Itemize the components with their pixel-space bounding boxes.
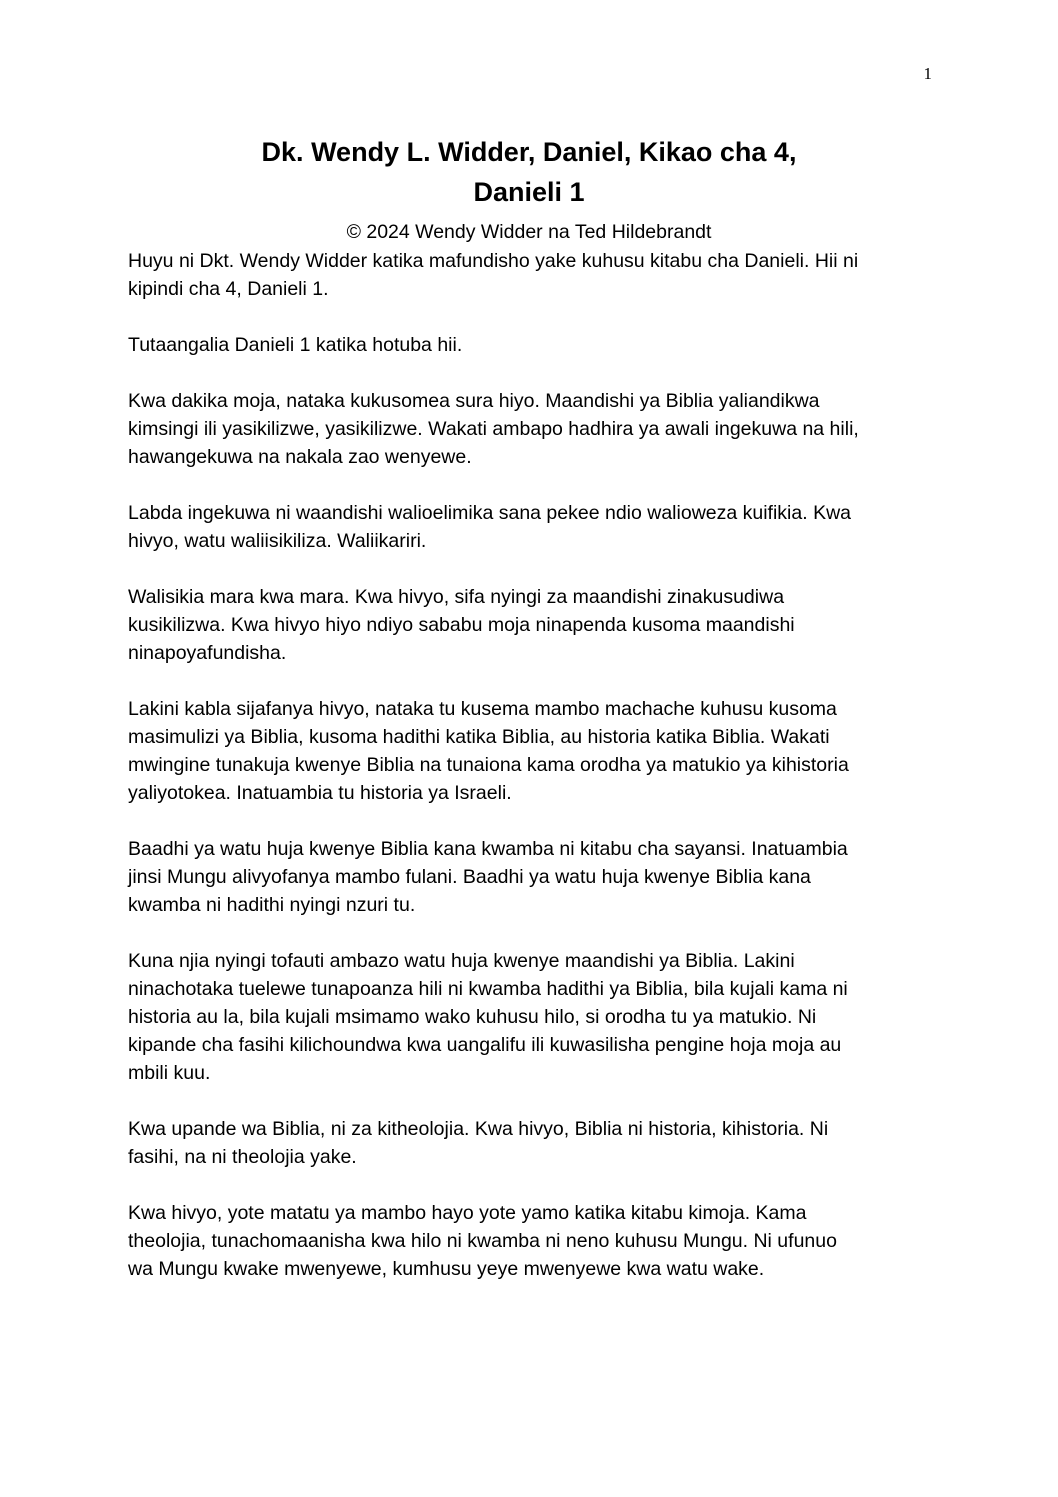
paragraph-5: Walisikia mara kwa mara. Kwa hivyo, sifa nyingi za maandishi zinakusudiwa kusikilizwa. Kwa hivyo hiyo ndiyo sababu moja ninapenda kusoma maandishi ninapoyafundisha. — [128, 586, 795, 664]
paragraph-1: Huyu ni Dkt. Wendy Widder katika mafundisho yake kuhusu kitabu cha Danieli. Hii ni kipindi cha 4, Danieli 1. — [128, 250, 859, 300]
paragraph-2: Tutaangalia Danieli 1 katika hotuba hii. — [128, 334, 463, 356]
page-number: 1 — [923, 64, 932, 83]
document-title-line-1: Dk. Wendy L. Widder, Daniel, Kikao cha 4, — [261, 137, 797, 167]
paragraph-10: Kwa hivyo, yote matatu ya mambo hayo yote yamo katika kitabu kimoja. Kama theolojia, tunachomaanisha kwa hilo ni kwamba ni neno kuhusu Mungu. Ni ufunuo wa Mungu kwake mwenyewe, kumhusu yeye mwenyewe kwa watu wake. — [128, 1202, 837, 1280]
document-body — [128, 247, 930, 1311]
paragraph-4: Labda ingekuwa ni waandishi walioelimika sana pekee ndio walioweza kuifikia. Kwa hivyo, watu waliisikiliza. Waliikariri. — [128, 502, 852, 552]
document-title-line-2: Danieli 1 — [473, 177, 585, 207]
paragraph-9: Kwa upande wa Biblia, ni za kitheolojia. Kwa hivyo, Biblia ni historia, kihistoria. Ni fasihi, na ni theolojia yake. — [128, 1118, 829, 1168]
copyright-notice: © 2024 Wendy Widder na Ted Hildebrandt — [346, 221, 712, 243]
paragraph-8: Kuna njia nyingi tofauti ambazo watu huja kwenye maandishi ya Biblia. Lakini ninachotaka tuelewe tunapoanza hili ni kwamba hadithi ya Biblia, bila kujali kama ni historia au la, bila kujali msimamo wako kuhusu hilo, si orodha tu ya matukio. Ni kipande cha fasihi kilichoundwa kwa uangalifu ili kuwasilisha pengine hoja moja au mbili kuu. — [128, 950, 848, 1084]
paragraph-7: Baadhi ya watu huja kwenye Biblia kana kwamba ni kitabu cha sayansi. Inatuambia jinsi Mungu alivyofanya mambo fulani. Baadhi ya watu huja kwenye Biblia kana kwamba ni hadithi nyingi nzuri tu. — [128, 838, 848, 916]
paragraph-6: Lakini kabla sijafanya hivyo, nataka tu kusema mambo machache kuhusu kusoma masimulizi ya Biblia, kusoma hadithi katika Biblia, au historia katika Biblia. Wakati mwingine tunakuja kwenye Biblia na tunaiona kama orodha ya matukio ya kihistoria yaliyotokea. Inatuambia tu historia ya Israeli. — [128, 698, 849, 804]
title-block — [0, 132, 1058, 245]
paragraph-3: Kwa dakika moja, nataka kukusomea sura hiyo. Maandishi ya Biblia yaliandikwa kimsingi ili yasikilizwe, yasikilizwe. Wakati ambapo hadhira ya awali ingekuwa na hili, hawangekuwa na nakala zao wenyewe. — [128, 390, 859, 468]
